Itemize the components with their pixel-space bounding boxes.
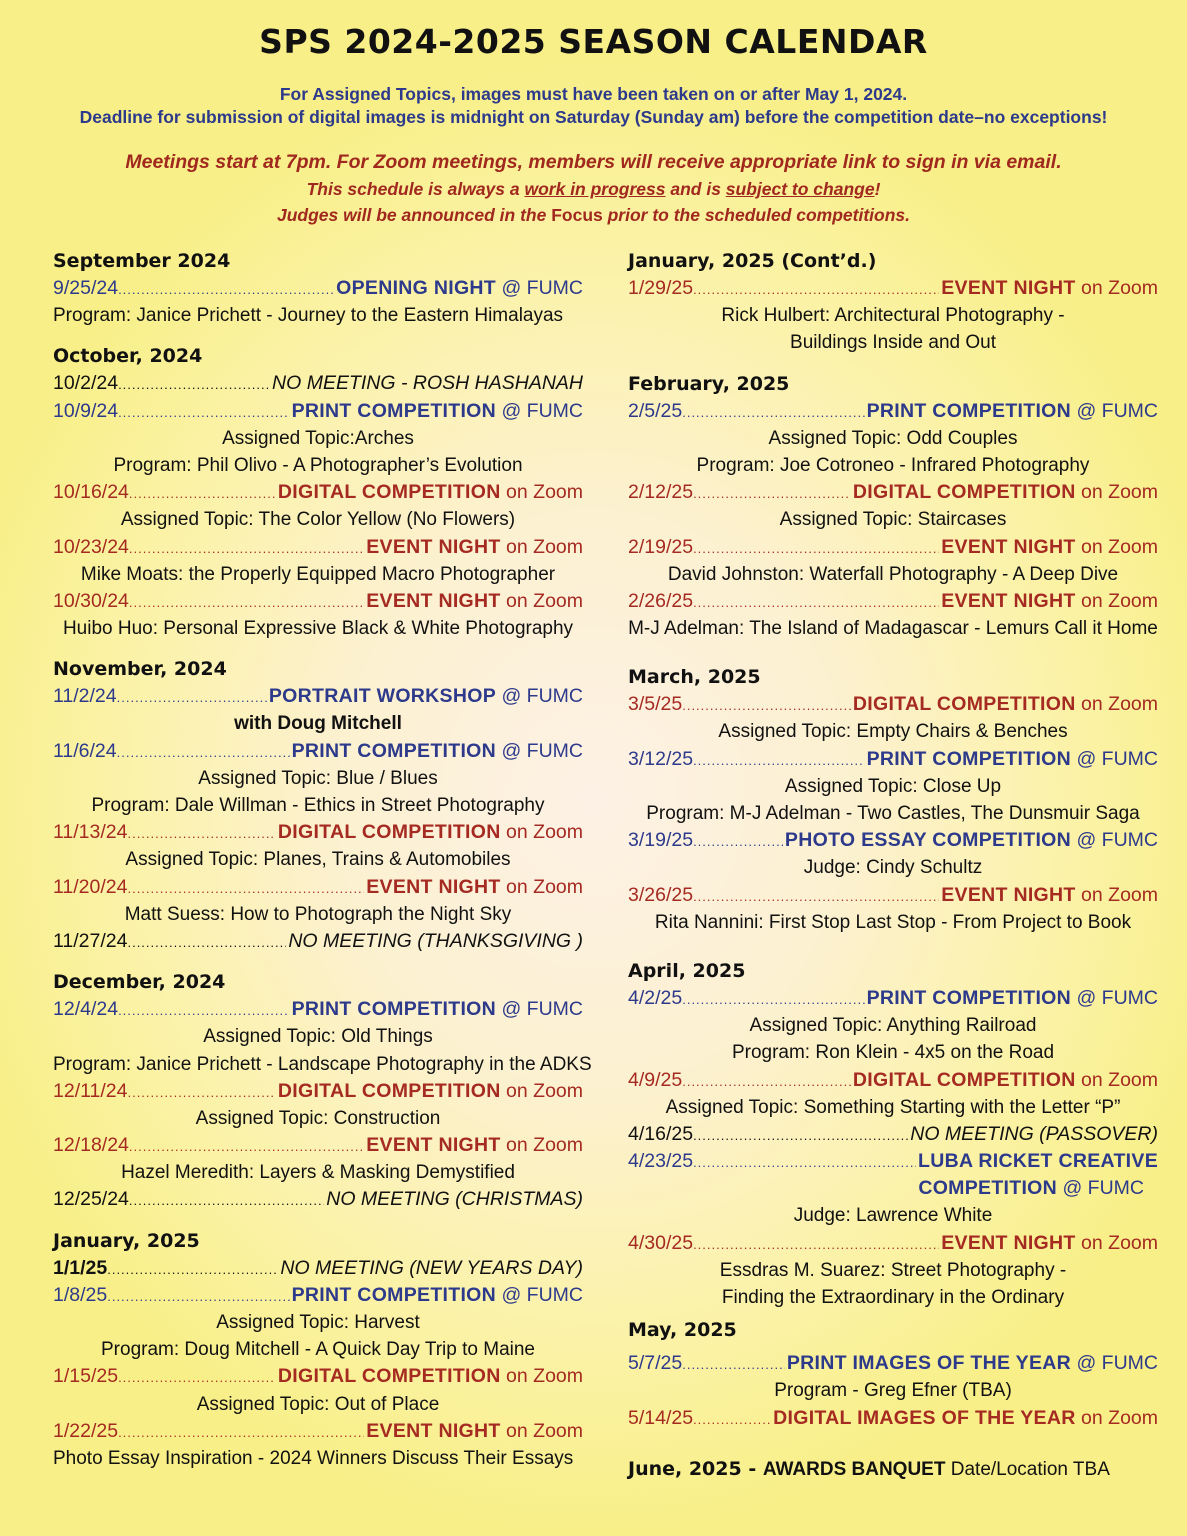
event-detail: Assigned Topic: Harvest [216,1312,420,1333]
assigned-topics-note: For Assigned Topics, images must have been taken on or after May 1, 2024. [279,84,908,104]
event-detail: Program - Greg Efner (TBA) [774,1380,1012,1402]
event-row: 2/19/25 ..... EVENT NIGHT on Zoom [628,534,1158,561]
event-row: 4/9/25 ..... DIGITAL COMPETITION on Zoom [628,1067,1158,1094]
event-detail: with Doug Mitchell [234,713,402,735]
month-heading: September 2024 [53,250,231,272]
june-awards-line: June, 2025 - AWARDS BANQUET Date/Location TBA [628,1457,1110,1480]
event-row: 10/16/24 ..... DIGITAL COMPETITION on Zoom [53,479,583,506]
event-row: 11/13/24 ..... DIGITAL COMPETITION on Zoom [53,819,583,846]
month-heading: January, 2025 [53,1229,200,1252]
event-detail: Program: Ron Klein - 4x5 on the Road [731,1042,1055,1064]
event-detail: Program: Joe Cotroneo - Infrared Photography [696,454,1090,476]
event-row: 11/27/24 ..... NO MEETING (THANKSGIVING ) [53,928,583,955]
month-heading: October, 2024 [53,345,203,368]
event-row: 1/15/25 ..... DIGITAL COMPETITION on Zoom [53,1363,583,1390]
event-row: 3/19/25 ..... PHOTO ESSAY COMPETITION @ FUMC [628,827,1158,854]
meetings-note: Meetings start at 7pm. For Zoom meetings, members will receive appropriate link to sign in via email. [125,151,1062,173]
event-row: 1/1/25 ..... NO MEETING (NEW YEARS DAY) [53,1255,583,1282]
event-row: 4/30/25 ..... EVENT NIGHT on Zoom [628,1230,1158,1257]
event-row: 10/2/24 ..... NO MEETING - ROSH HASHANAH [53,370,583,397]
event-row: 9/25/24 ..... OPENING NIGHT @ FUMC [53,275,583,302]
event-detail: Assigned Topic: The Color Yellow (No Flowers) [120,509,516,531]
event-detail: Assigned Topic: Construction [195,1107,441,1129]
event-row: 4/2/25 ..... PRINT COMPETITION @ FUMC [628,985,1158,1012]
event-detail: M-J Adelman: The Island of Madagascar - Lemurs Call it Home [628,618,1158,640]
event-detail: Assigned Topic: Staircases [779,509,1007,531]
event-detail: Finding the Extraordinary in the Ordinary [721,1287,1065,1308]
event-detail: Assigned Topic: Odd Couples [768,427,1018,449]
event-detail: Assigned Topic: Out of Place [196,1393,440,1415]
page-title: SPS 2024-2025 SEASON CALENDAR [259,22,928,61]
event-detail: Program: M-J Adelman - Two Castles, The Dunsmuir Saga [646,803,1140,824]
event-detail: Assigned Topic:Arches [222,427,414,449]
month-heading: January, 2025 (Cont’d.) [628,250,877,272]
event-row: 12/25/24 ..... NO MEETING (CHRISTMAS) [53,1186,583,1213]
event-row: 1/22/25 ..... EVENT NIGHT on Zoom [53,1418,583,1445]
event-row: 4/16/25 ..... NO MEETING (PASSOVER) [628,1121,1158,1148]
event-row: 2/26/25 ..... EVENT NIGHT on Zoom [628,588,1158,615]
month-heading: December, 2024 [53,971,226,994]
event-row-continued: COMPETITION @ FUMC [918,1177,1144,1200]
event-detail: Judge: Cindy Schultz [803,857,983,879]
event-detail: Hazel Meredith: Layers & Masking Demystified [121,1162,515,1184]
month-heading: November, 2024 [53,658,227,681]
event-detail: Assigned Topic: Blue / Blues [198,767,438,789]
month-heading: May, 2025 [628,1319,737,1342]
judges-note: Judges will be announced in the Focus prior to the scheduled competitions. [277,205,910,225]
event-detail: Judge: Lawrence White [793,1205,993,1227]
event-row: 10/23/24 ..... EVENT NIGHT on Zoom [53,534,583,561]
event-row: 3/5/25 ..... DIGITAL COMPETITION on Zoom [628,691,1158,718]
month-heading: February, 2025 [628,372,790,395]
event-detail: Photo Essay Inspiration - 2024 Winners Discuss Their Essays [53,1447,574,1469]
event-detail: Program: Janice Prichett - Landscape Photography in the ADKS [53,1053,592,1075]
event-row: 11/2/24 ..... PORTRAIT WORKSHOP @ FUMC [53,683,583,710]
event-detail: Rita Nannini: First Stop Last Stop - From Project to Book [654,911,1132,933]
event-row: 2/12/25 ..... DIGITAL COMPETITION on Zoom [628,479,1158,506]
event-detail: Program: Phil Olivo - A Photographer’s Evolution [113,454,523,476]
event-detail: Program: Dale Willman - Ethics in Street Photography [91,795,545,816]
month-heading: April, 2025 [628,959,746,982]
event-row: 5/7/25 ..... PRINT IMAGES OF THE YEAR @ FUMC [628,1350,1158,1377]
event-detail: Rick Hulbert: Architectural Photography - [721,305,1065,327]
right-column [628,248,1158,1481]
event-row: 3/26/25 ..... EVENT NIGHT on Zoom [628,882,1158,909]
event-detail: Mike Moats: the Properly Equipped Macro Photographer [80,563,556,585]
event-row: 5/14/25 ..... DIGITAL IMAGES OF THE YEAR on Zoom [628,1405,1158,1432]
event-detail: Huibo Huo: Personal Expressive Black & White Photography [62,618,574,640]
event-detail: Assigned Topic: Something Starting with the Letter “P” [665,1096,1121,1118]
event-detail: Buildings Inside and Out [790,332,996,354]
event-detail: Essdras M. Suarez: Street Photography - [719,1259,1067,1281]
event-row: 2/5/25 ..... PRINT COMPETITION @ FUMC [628,398,1158,425]
event-detail: Assigned Topic: Old Things [203,1026,433,1048]
deadline-note: Deadline for submission of digital images is midnight on Saturday (Sunday am) before the competition date–no exceptions! [79,107,1108,127]
schedule-note: This schedule is always a work in progress and is subject to change! [306,179,881,199]
event-detail: Program: Doug Mitchell - A Quick Day Trip to Maine [101,1339,535,1361]
event-row: 11/6/24 ..... PRINT COMPETITION @ FUMC [53,738,583,765]
event-row: 3/12/25 ..... PRINT COMPETITION @ FUMC [628,746,1158,773]
event-detail: Matt Suess: How to Photograph the Night Sky [124,903,512,925]
event-detail: David Johnston: Waterfall Photography - A Deep Dive [667,563,1119,585]
event-row: 12/18/24 ..... EVENT NIGHT on Zoom [53,1132,583,1159]
event-detail: Assigned Topic: Anything Railroad [749,1015,1037,1037]
event-row: 10/9/24 ..... PRINT COMPETITION @ FUMC [53,398,583,425]
left-column [53,248,592,1472]
event-row: 10/30/24 ..... EVENT NIGHT on Zoom [53,588,583,615]
event-row: 12/4/24 ..... PRINT COMPETITION @ FUMC [53,996,583,1023]
event-row: 4/23/25 ..... LUBA RICKET CREATIVE [628,1148,1158,1175]
event-row: 12/11/24 ..... DIGITAL COMPETITION on Zoom [53,1078,583,1105]
event-detail: Assigned Topic: Close Up [784,775,1002,797]
event-row: 1/8/25 ..... PRINT COMPETITION @ FUMC [53,1282,583,1309]
event-row: 11/20/24 ..... EVENT NIGHT on Zoom [53,874,583,901]
event-detail: Assigned Topic: Empty Chairs & Benches [718,721,1068,743]
event-detail: Assigned Topic: Planes, Trains & Automobiles [125,849,511,871]
event-detail: Program: Janice Prichett - Journey to the Eastern Himalayas [53,305,564,327]
event-row: 1/29/25 ..... EVENT NIGHT on Zoom [628,275,1158,302]
month-heading: March, 2025 [628,666,761,689]
